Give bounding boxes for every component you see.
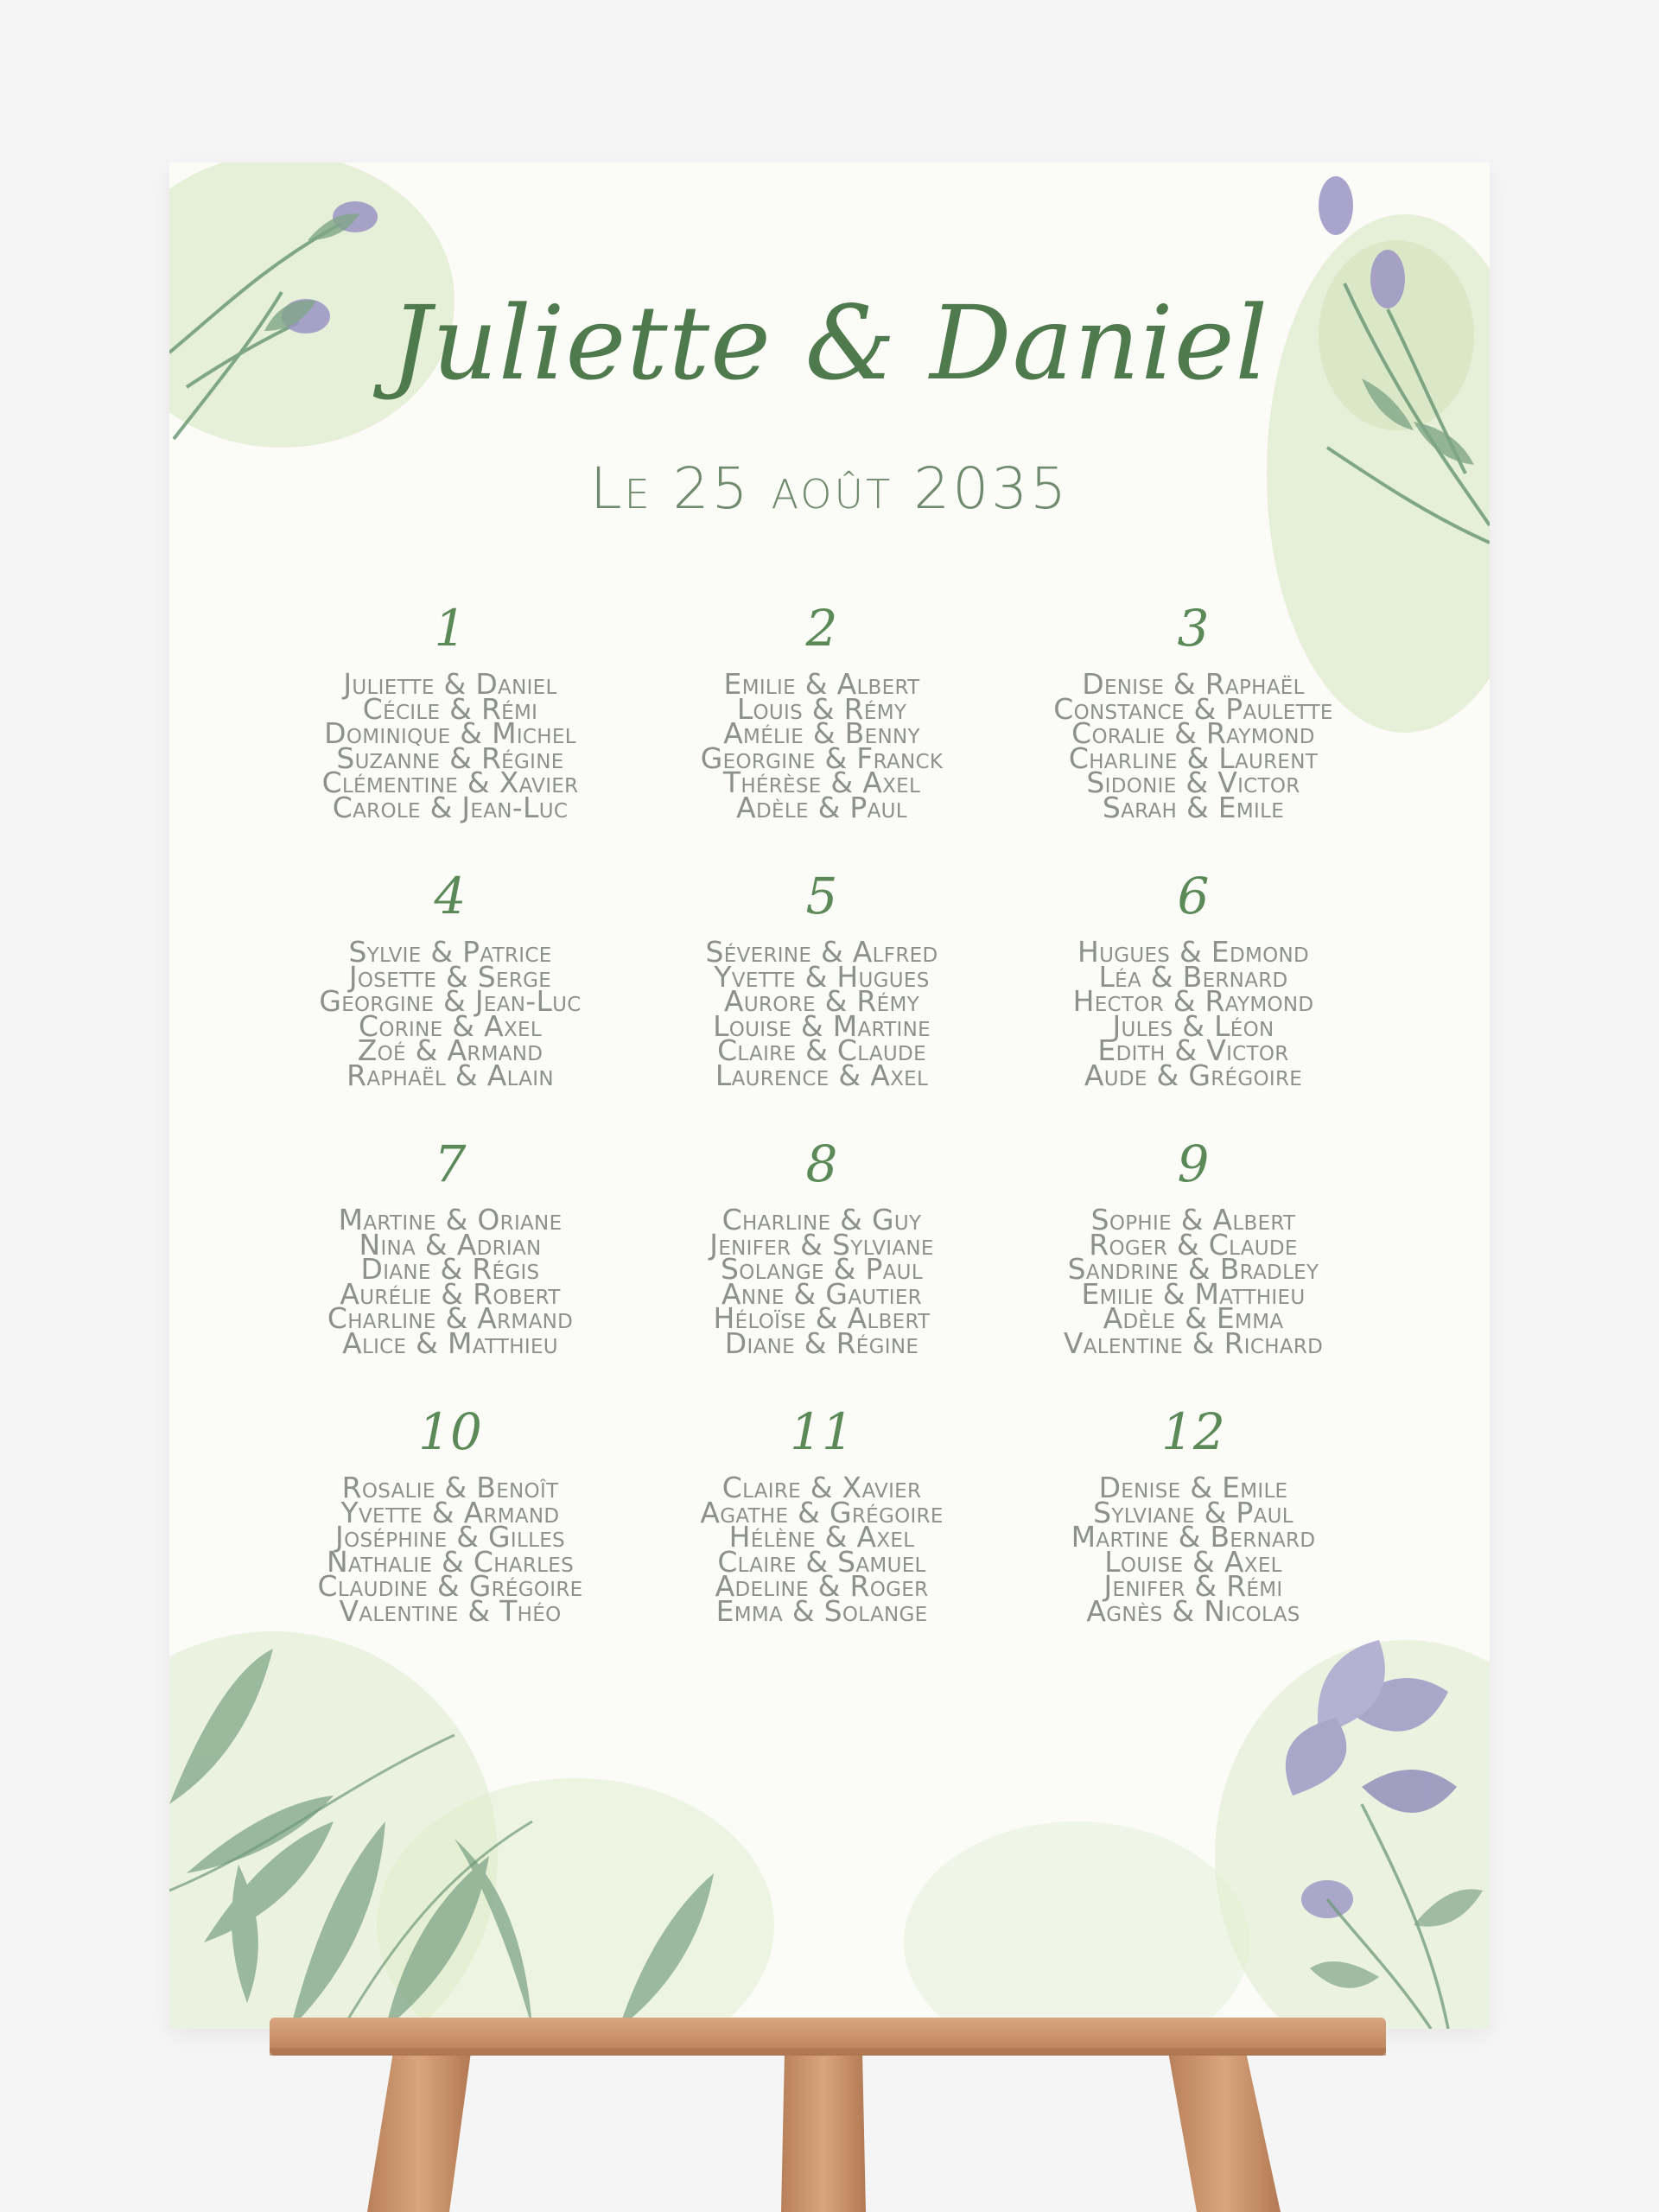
guest-pair: Anne & Gautier	[721, 1276, 922, 1311]
guest-pair: Zoé & Armand	[357, 1033, 543, 1067]
guest-pair: Léa & Bernard	[1098, 959, 1288, 994]
guest-pair: Charline & Laurent	[1068, 741, 1319, 775]
guest-pair: Alice & Matthieu	[342, 1325, 558, 1360]
table-number: 2	[805, 599, 838, 658]
guest-pair: Valentine & Théo	[339, 1593, 562, 1628]
guest-pair: Agnès & Nicolas	[1086, 1593, 1300, 1628]
table-card	[636, 1135, 1007, 1407]
table-card	[1007, 1135, 1379, 1407]
guest-pair: Yvette & Armand	[340, 1495, 560, 1529]
guest-pair: Sandrine & Bradley	[1067, 1252, 1319, 1286]
guest-pair: Edith & Victor	[1097, 1033, 1289, 1067]
guest-pair: Suzanne & Régine	[336, 741, 564, 775]
guest-pair: Sylviane & Paul	[1093, 1495, 1294, 1529]
guest-pair: Cécile & Rémi	[362, 691, 538, 726]
guest-pair: Claire & Xavier	[721, 1471, 922, 1504]
guest-pair: Aurore & Rémy	[724, 984, 919, 1018]
table-card	[264, 867, 636, 1139]
guest-pair: Jules & Léon	[1112, 1008, 1274, 1043]
guest-pair: Diane & Régine	[724, 1325, 919, 1360]
guest-pair: Emilie & Albert	[723, 667, 920, 701]
guest-pair: Constance & Paulette	[1053, 691, 1333, 726]
guest-pair: Sidonie & Victor	[1086, 766, 1300, 799]
guest-pair: Hugues & Edmond	[1077, 935, 1310, 969]
guest-pair: Raphaël & Alain	[346, 1058, 554, 1092]
guest-pair: Martine & Bernard	[1071, 1520, 1316, 1554]
guest-pair: Charline & Armand	[327, 1301, 574, 1335]
guest-pair: Louis & Rémy	[736, 691, 907, 726]
guest-pair: Carole & Jean-Luc	[332, 790, 569, 824]
guest-pair: Yvette & Hugues	[714, 959, 930, 994]
guest-pair: Josette & Serge	[348, 959, 552, 994]
guest-pair: Adeline & Roger	[715, 1569, 929, 1603]
couple-names-title: Juliette & Daniel	[390, 283, 1269, 403]
guest-pair: Denise & Emile	[1098, 1471, 1288, 1504]
guest-pair: Laurence & Axel	[715, 1058, 929, 1092]
guest-pair: Coralie & Raymond	[1071, 716, 1315, 750]
table-number: 4	[434, 867, 467, 925]
guest-pair: Nathalie & Charles	[327, 1544, 574, 1579]
seating-chart-board	[169, 162, 1490, 2029]
guest-pair: Amélie & Benny	[723, 716, 920, 750]
guest-pair: Adèle & Paul	[736, 790, 907, 824]
guest-pair: Louise & Martine	[713, 1008, 931, 1043]
table-card	[264, 1402, 636, 1675]
guest-pair: Joséphine & Gilles	[335, 1520, 565, 1554]
guest-pair: Roger & Claude	[1089, 1227, 1298, 1262]
guest-pair: Claire & Claude	[717, 1033, 926, 1067]
table-number: 5	[805, 867, 838, 925]
guest-pair: Héloïse & Albert	[713, 1301, 931, 1335]
guest-pair: Valentine & Richard	[1063, 1325, 1324, 1360]
guest-pair: Hélène & Axel	[728, 1520, 915, 1554]
guest-pair: Denise & Raphaël	[1082, 667, 1305, 701]
guest-pair: Nina & Adrian	[359, 1227, 542, 1262]
guest-pair: Sophie & Albert	[1090, 1203, 1296, 1236]
guest-pair: Juliette & Daniel	[343, 667, 557, 701]
table-number: 12	[1161, 1402, 1225, 1461]
table-card	[636, 599, 1007, 871]
guest-pair: Georgine & Jean-Luc	[319, 984, 582, 1018]
table-number: 8	[805, 1135, 838, 1193]
guest-pair: Claire & Samuel	[717, 1544, 926, 1579]
tables-grid	[264, 599, 1388, 1675]
guest-pair: Aurélie & Robert	[340, 1276, 561, 1311]
wedding-date: Le 25 août 2035	[589, 455, 1070, 522]
guest-pair: Aude & Grégoire	[1084, 1058, 1303, 1092]
easel-center-leg	[781, 2052, 866, 2212]
guest-pair: Diane & Régis	[360, 1252, 540, 1286]
guest-pair: Clémentine & Xavier	[321, 766, 579, 799]
table-card	[1007, 599, 1379, 871]
guest-pair: Jenifer & Sylviane	[709, 1227, 934, 1262]
guest-pair: Solange & Paul	[721, 1252, 923, 1286]
guest-pair: Sylvie & Patrice	[348, 935, 552, 969]
table-card	[264, 599, 636, 871]
guest-pair: Séverine & Alfred	[705, 935, 938, 969]
guest-pair: Dominique & Michel	[324, 716, 576, 750]
guest-pair: Rosalie & Benoît	[341, 1471, 559, 1504]
guest-pair: Claudine & Grégoire	[317, 1569, 583, 1603]
guest-pair: Corine & Axel	[359, 1008, 542, 1043]
table-number: 10	[418, 1402, 482, 1461]
easel-right-leg	[1168, 2052, 1281, 2212]
table-number: 3	[1177, 599, 1210, 658]
table-card	[1007, 1402, 1379, 1675]
table-number: 6	[1177, 867, 1210, 925]
guest-pair: Georgine & Franck	[700, 741, 944, 775]
guest-pair: Martine & Oriane	[338, 1203, 563, 1236]
table-number: 9	[1177, 1135, 1210, 1193]
table-number: 1	[434, 599, 467, 658]
guest-pair: Jenifer & Rémi	[1103, 1569, 1283, 1603]
table-card	[636, 1402, 1007, 1675]
easel-left-leg	[367, 2052, 471, 2212]
guest-pair: Charline & Guy	[721, 1203, 922, 1236]
guest-pair: Thérèse & Axel	[722, 766, 921, 799]
guest-pair: Louise & Axel	[1104, 1544, 1282, 1579]
guest-pair: Sarah & Emile	[1102, 790, 1285, 824]
guest-pair: Emma & Solange	[715, 1593, 928, 1628]
table-card	[264, 1135, 636, 1407]
table-card	[1007, 867, 1379, 1139]
table-number: 7	[434, 1135, 467, 1193]
guest-pair: Agathe & Grégoire	[700, 1495, 944, 1529]
guest-pair: Hector & Raymond	[1072, 984, 1314, 1018]
guest-pair: Adèle & Emma	[1103, 1301, 1284, 1335]
guest-pair: Emilie & Matthieu	[1081, 1276, 1306, 1311]
table-number: 11	[790, 1402, 854, 1461]
table-card	[636, 867, 1007, 1139]
